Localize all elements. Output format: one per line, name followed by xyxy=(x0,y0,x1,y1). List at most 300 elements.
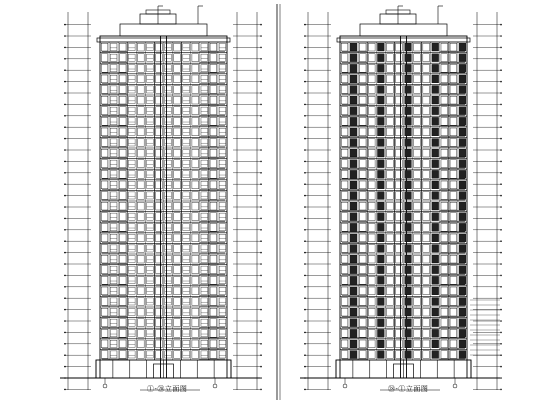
window xyxy=(119,245,126,253)
window xyxy=(368,266,375,274)
window xyxy=(377,43,384,51)
window xyxy=(174,54,181,62)
window xyxy=(377,287,384,295)
window xyxy=(137,64,144,72)
window xyxy=(156,202,163,210)
level-marker xyxy=(260,377,262,379)
window xyxy=(359,255,366,263)
window xyxy=(174,107,181,115)
level-marker xyxy=(500,183,502,185)
window xyxy=(414,160,421,168)
axis-bubble xyxy=(343,384,347,388)
window xyxy=(341,234,348,242)
window xyxy=(441,266,448,274)
window xyxy=(432,287,439,295)
window xyxy=(119,287,126,295)
window xyxy=(441,329,448,337)
level-marker xyxy=(64,149,66,151)
window xyxy=(174,319,181,327)
window xyxy=(165,203,172,210)
level-marker xyxy=(64,218,66,220)
level-marker xyxy=(64,320,66,322)
window xyxy=(165,54,172,61)
window xyxy=(341,149,348,157)
window xyxy=(387,213,394,221)
window xyxy=(441,107,448,115)
window xyxy=(368,319,375,327)
window xyxy=(368,192,375,200)
window xyxy=(183,224,190,231)
level-marker xyxy=(304,286,306,288)
level-marker xyxy=(260,172,262,174)
window xyxy=(101,223,108,231)
window xyxy=(368,117,375,125)
window xyxy=(183,171,190,178)
window xyxy=(119,340,126,348)
window xyxy=(128,245,135,252)
window xyxy=(414,287,421,295)
window xyxy=(174,181,181,189)
window xyxy=(350,319,357,327)
window xyxy=(119,96,126,104)
window xyxy=(101,117,108,125)
window xyxy=(341,75,348,83)
window xyxy=(110,245,117,252)
level-marker xyxy=(500,172,502,174)
window xyxy=(350,223,357,231)
window xyxy=(128,139,135,146)
window xyxy=(183,128,190,135)
window xyxy=(137,54,144,62)
window xyxy=(350,202,357,210)
window xyxy=(165,97,172,104)
window xyxy=(459,340,466,348)
window xyxy=(405,287,412,295)
window xyxy=(147,118,154,125)
window xyxy=(377,223,384,231)
level-marker xyxy=(64,286,66,288)
window xyxy=(341,170,348,178)
window xyxy=(377,128,384,136)
window xyxy=(405,86,412,94)
window xyxy=(137,245,144,253)
window xyxy=(350,43,357,51)
window xyxy=(432,43,439,51)
window xyxy=(165,330,172,337)
window xyxy=(110,298,117,305)
window xyxy=(119,329,126,337)
window xyxy=(165,266,172,273)
window xyxy=(183,97,190,104)
window xyxy=(147,224,154,231)
window xyxy=(128,65,135,72)
level-marker xyxy=(500,104,502,106)
window xyxy=(192,245,199,253)
window xyxy=(377,149,384,157)
window xyxy=(165,192,172,199)
level-marker xyxy=(64,229,66,231)
window xyxy=(396,223,403,231)
window xyxy=(441,64,448,72)
window xyxy=(137,107,144,115)
window xyxy=(101,139,108,147)
window xyxy=(368,234,375,242)
window xyxy=(459,64,466,72)
level-marker xyxy=(64,69,66,71)
window xyxy=(414,107,421,115)
window xyxy=(396,54,403,62)
window xyxy=(414,139,421,147)
window xyxy=(441,308,448,316)
window xyxy=(119,54,126,62)
window xyxy=(450,287,457,295)
window xyxy=(432,160,439,168)
window xyxy=(387,351,394,359)
window xyxy=(341,202,348,210)
window xyxy=(147,97,154,104)
level-marker xyxy=(304,297,306,299)
window xyxy=(137,298,144,306)
window xyxy=(359,54,366,62)
window xyxy=(101,255,108,263)
window xyxy=(341,192,348,200)
window xyxy=(350,64,357,72)
window xyxy=(377,234,384,242)
window xyxy=(219,128,226,135)
window xyxy=(405,234,412,242)
level-marker xyxy=(500,58,502,60)
window xyxy=(459,75,466,83)
window xyxy=(201,107,208,114)
level-marker xyxy=(304,24,306,26)
window xyxy=(396,276,403,284)
window xyxy=(423,54,430,62)
window xyxy=(183,65,190,72)
window xyxy=(119,128,126,136)
window xyxy=(341,117,348,125)
window xyxy=(377,329,384,337)
window xyxy=(201,319,208,326)
window xyxy=(423,266,430,274)
window xyxy=(165,171,172,178)
window xyxy=(450,234,457,242)
window xyxy=(341,213,348,221)
window xyxy=(459,86,466,94)
window xyxy=(432,181,439,189)
window xyxy=(147,86,154,93)
window xyxy=(201,298,208,305)
window xyxy=(219,97,226,104)
window xyxy=(165,139,172,146)
window xyxy=(192,298,199,306)
window xyxy=(128,192,135,199)
window xyxy=(137,149,144,157)
window xyxy=(128,298,135,305)
window xyxy=(219,65,226,72)
window xyxy=(377,170,384,178)
window xyxy=(387,64,394,72)
level-marker xyxy=(304,58,306,60)
window xyxy=(441,351,448,359)
window xyxy=(192,43,199,51)
window xyxy=(119,308,126,316)
window xyxy=(201,97,208,104)
window xyxy=(165,213,172,220)
window xyxy=(192,234,199,242)
window xyxy=(165,181,172,188)
window xyxy=(441,170,448,178)
level-marker xyxy=(500,138,502,140)
window xyxy=(192,266,199,274)
window xyxy=(174,245,181,253)
window xyxy=(119,149,126,157)
window xyxy=(396,181,403,189)
level-marker xyxy=(304,354,306,356)
window xyxy=(219,309,226,316)
window xyxy=(432,329,439,337)
window xyxy=(156,340,163,348)
window xyxy=(432,54,439,62)
level-marker xyxy=(304,47,306,49)
window xyxy=(405,75,412,83)
window xyxy=(183,181,190,188)
window xyxy=(432,170,439,178)
window xyxy=(450,75,457,83)
window xyxy=(405,223,412,231)
window xyxy=(359,128,366,136)
window xyxy=(101,245,108,253)
window xyxy=(137,340,144,348)
window xyxy=(183,44,190,51)
window xyxy=(387,170,394,178)
window xyxy=(192,170,199,178)
window xyxy=(156,287,163,295)
window xyxy=(210,160,217,168)
window xyxy=(450,255,457,263)
level-marker xyxy=(260,320,262,322)
window xyxy=(192,223,199,231)
window xyxy=(341,43,348,51)
window xyxy=(101,351,108,359)
window xyxy=(110,330,117,337)
window xyxy=(183,309,190,316)
window xyxy=(350,192,357,200)
window xyxy=(219,54,226,61)
window xyxy=(450,266,457,274)
window xyxy=(441,96,448,104)
window xyxy=(414,223,421,231)
level-marker xyxy=(260,104,262,106)
window xyxy=(368,276,375,284)
window xyxy=(128,54,135,61)
window xyxy=(174,255,181,263)
window xyxy=(368,287,375,295)
level-marker xyxy=(64,58,66,60)
window xyxy=(350,276,357,284)
window xyxy=(119,86,126,94)
window xyxy=(450,86,457,94)
window xyxy=(450,351,457,359)
window xyxy=(387,202,394,210)
window xyxy=(119,202,126,210)
level-marker xyxy=(260,332,262,334)
window xyxy=(432,128,439,136)
window xyxy=(110,128,117,135)
window xyxy=(174,43,181,51)
level-marker xyxy=(260,47,262,49)
window xyxy=(147,171,154,178)
level-marker xyxy=(500,81,502,83)
level-marker xyxy=(304,92,306,94)
window xyxy=(396,86,403,94)
window xyxy=(350,255,357,263)
window xyxy=(441,54,448,62)
cornice xyxy=(337,38,470,42)
window xyxy=(210,276,217,284)
window xyxy=(219,139,226,146)
window xyxy=(341,308,348,316)
window xyxy=(110,171,117,178)
window xyxy=(183,54,190,61)
window xyxy=(210,86,217,94)
level-marker xyxy=(64,126,66,128)
window xyxy=(359,351,366,359)
window xyxy=(174,149,181,157)
window xyxy=(368,298,375,306)
level-marker xyxy=(260,183,262,185)
window xyxy=(192,96,199,104)
window xyxy=(396,64,403,72)
window xyxy=(119,117,126,125)
window xyxy=(147,181,154,188)
window xyxy=(359,202,366,210)
level-marker xyxy=(304,172,306,174)
window xyxy=(396,245,403,253)
window xyxy=(441,202,448,210)
window xyxy=(405,96,412,104)
window xyxy=(359,75,366,83)
window xyxy=(423,96,430,104)
window xyxy=(192,75,199,83)
window xyxy=(210,117,217,125)
window xyxy=(377,107,384,115)
window xyxy=(156,107,163,115)
window xyxy=(219,107,226,114)
level-marker xyxy=(260,81,262,83)
window xyxy=(192,107,199,115)
window xyxy=(119,43,126,51)
window xyxy=(459,266,466,274)
window xyxy=(110,256,117,263)
window xyxy=(147,107,154,114)
window xyxy=(128,256,135,263)
window xyxy=(459,213,466,221)
level-marker xyxy=(500,332,502,334)
window xyxy=(156,75,163,83)
window xyxy=(359,170,366,178)
window xyxy=(110,54,117,61)
window xyxy=(101,43,108,51)
level-marker xyxy=(64,138,66,140)
window xyxy=(201,118,208,125)
window xyxy=(368,86,375,94)
window xyxy=(110,86,117,93)
left-elevation xyxy=(60,6,262,390)
level-marker xyxy=(260,229,262,231)
window xyxy=(359,160,366,168)
window xyxy=(341,223,348,231)
window xyxy=(441,255,448,263)
level-marker xyxy=(64,24,66,26)
level-marker xyxy=(304,138,306,140)
window xyxy=(396,149,403,157)
level-marker xyxy=(500,161,502,163)
window xyxy=(165,287,172,294)
level-marker xyxy=(260,297,262,299)
window xyxy=(210,245,217,253)
window xyxy=(210,149,217,157)
window xyxy=(210,107,217,115)
window xyxy=(405,170,412,178)
window xyxy=(147,245,154,252)
window xyxy=(368,351,375,359)
window xyxy=(441,43,448,51)
window xyxy=(450,139,457,147)
window xyxy=(183,298,190,305)
window xyxy=(423,255,430,263)
window xyxy=(128,118,135,125)
window xyxy=(156,255,163,263)
window xyxy=(350,181,357,189)
window xyxy=(441,319,448,327)
window xyxy=(396,329,403,337)
window xyxy=(405,329,412,337)
window xyxy=(101,107,108,115)
window xyxy=(350,117,357,125)
window xyxy=(396,255,403,263)
window xyxy=(147,298,154,305)
window xyxy=(174,64,181,72)
left-elevation-caption: ①-㉘立面图 xyxy=(147,386,188,393)
window xyxy=(147,203,154,210)
window xyxy=(128,171,135,178)
window xyxy=(377,213,384,221)
window xyxy=(156,128,163,136)
level-marker xyxy=(260,24,262,26)
window xyxy=(156,213,163,221)
window xyxy=(165,65,172,72)
level-marker xyxy=(500,309,502,311)
window xyxy=(459,149,466,157)
window xyxy=(110,277,117,284)
window xyxy=(359,329,366,337)
window xyxy=(432,139,439,147)
window xyxy=(423,107,430,115)
window xyxy=(423,86,430,94)
window xyxy=(119,64,126,72)
window xyxy=(450,223,457,231)
window xyxy=(377,255,384,263)
window xyxy=(459,287,466,295)
window xyxy=(423,245,430,253)
level-marker xyxy=(260,366,262,368)
window xyxy=(341,96,348,104)
level-marker xyxy=(64,183,66,185)
window xyxy=(377,298,384,306)
window xyxy=(101,319,108,327)
window xyxy=(210,287,217,295)
window xyxy=(441,160,448,168)
